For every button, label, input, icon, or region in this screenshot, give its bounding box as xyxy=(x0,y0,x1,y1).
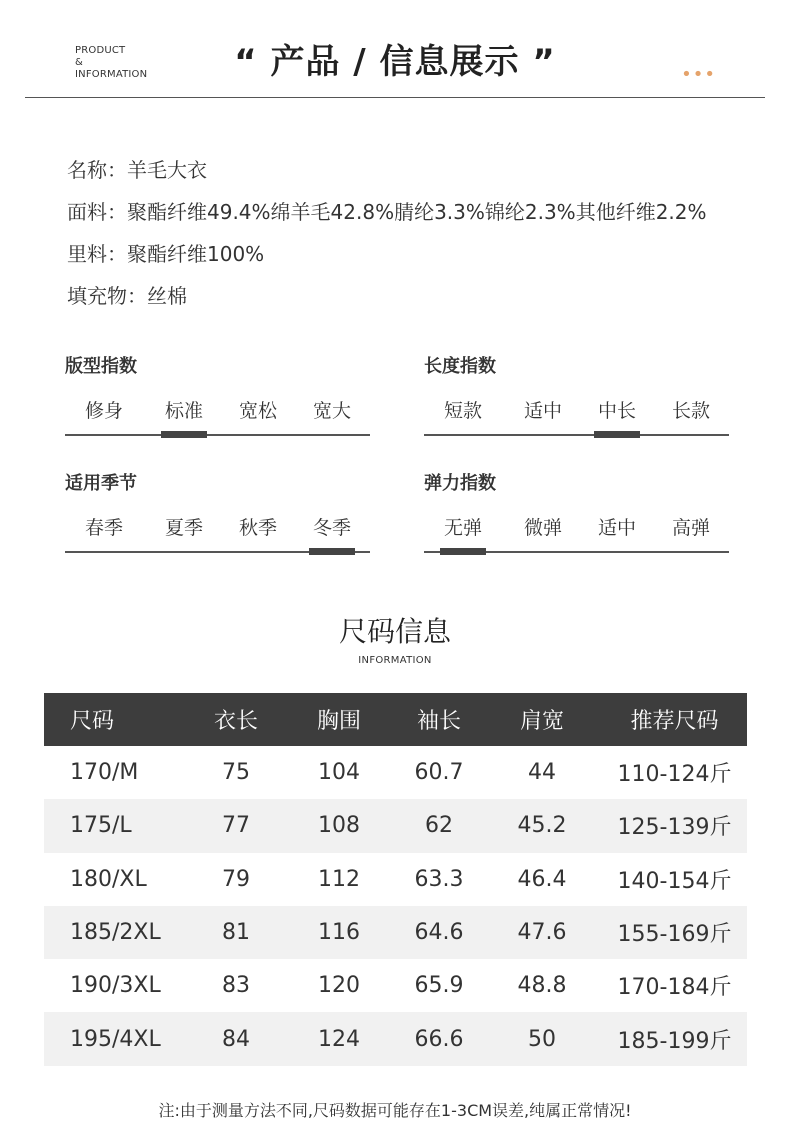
product-info xyxy=(67,152,767,320)
index-selected-marker xyxy=(161,431,207,438)
info-value: 羊毛大衣 xyxy=(127,158,207,182)
size-section-title: 尺码信息 xyxy=(338,615,451,648)
info-value: 聚酯纤维100% xyxy=(127,242,265,266)
info-row-name xyxy=(67,152,767,194)
index-option: 春季 xyxy=(84,517,123,539)
index-option: 适中 xyxy=(597,517,636,539)
info-row-filling xyxy=(67,278,767,320)
table-cell: 64.6 xyxy=(414,920,464,946)
index-title: 版型指数 xyxy=(65,356,137,377)
index-option: 微弹 xyxy=(523,517,562,539)
index-scale-line xyxy=(424,434,729,436)
index-season xyxy=(65,469,370,553)
table-cell: 48.8 xyxy=(517,973,567,999)
size-section-subtitle: INFORMATION xyxy=(358,655,432,666)
index-title: 弹力指数 xyxy=(424,473,496,494)
brand-tag-line3: INFORMATION xyxy=(75,69,148,80)
table-header-row xyxy=(44,693,747,746)
table-cell: 66.6 xyxy=(414,1026,464,1052)
brand-tag-line2: & xyxy=(75,57,83,68)
index-option: 无弹 xyxy=(443,517,482,539)
table-cell: 116 xyxy=(318,920,360,946)
index-option: 秋季 xyxy=(238,517,277,539)
index-options xyxy=(65,499,370,553)
table-cell: 108 xyxy=(318,813,360,839)
index-elasticity xyxy=(424,469,729,553)
table-row xyxy=(44,959,747,1012)
index-options xyxy=(65,382,370,436)
table-cell: 180/XL xyxy=(70,866,147,892)
index-option: 短款 xyxy=(443,400,482,422)
table-header-cell: 推荐尺码 xyxy=(630,709,719,734)
index-selected-marker xyxy=(440,548,486,555)
table-cell: 170/M xyxy=(70,760,139,786)
index-option: 修身 xyxy=(84,400,123,422)
table-header-cell: 肩宽 xyxy=(519,709,564,734)
table-row xyxy=(44,799,747,852)
table-row xyxy=(44,906,747,959)
table-cell: 110-124斤 xyxy=(617,762,732,788)
table-cell: 75 xyxy=(222,760,250,786)
index-options xyxy=(424,499,729,553)
table-cell: 125-139斤 xyxy=(617,815,732,841)
index-option: 高弹 xyxy=(671,517,710,539)
info-label: 里料： xyxy=(67,242,127,266)
table-cell: 155-169斤 xyxy=(617,922,732,948)
table-cell: 44 xyxy=(528,760,556,786)
table-cell: 81 xyxy=(222,920,250,946)
index-option: 适中 xyxy=(523,400,562,422)
index-selected-marker xyxy=(594,431,640,438)
table-cell: 77 xyxy=(222,813,250,839)
page-title: “ 产品 / 信息展示 ” xyxy=(234,42,556,82)
index-option: 宽大 xyxy=(312,400,351,422)
table-cell: 84 xyxy=(222,1026,250,1052)
table-header-cell: 胸围 xyxy=(316,709,361,734)
table-cell: 47.6 xyxy=(517,920,567,946)
info-value: 聚酯纤维49.4%绵羊毛42.8%腈纶3.3%锦纶2.3%其他纤维2.2% xyxy=(127,200,707,224)
table-cell: 195/4XL xyxy=(70,1026,161,1052)
brand-tag-line1: PRODUCT xyxy=(75,45,126,56)
index-option: 宽松 xyxy=(238,400,277,422)
index-option: 长款 xyxy=(671,400,710,422)
table-header-cell: 尺码 xyxy=(70,709,115,734)
info-row-lining xyxy=(67,236,767,278)
index-option: 冬季 xyxy=(312,517,351,539)
index-option: 标准 xyxy=(164,400,203,422)
table-cell: 62 xyxy=(425,813,453,839)
page-header xyxy=(25,0,765,98)
table-cell: 120 xyxy=(318,973,360,999)
index-fit xyxy=(65,352,370,436)
table-cell: 112 xyxy=(318,866,360,892)
table-cell: 185-199斤 xyxy=(617,1028,732,1054)
table-cell: 60.7 xyxy=(414,760,464,786)
index-length xyxy=(424,352,729,436)
table-header-cell: 衣长 xyxy=(213,709,258,734)
table-cell: 175/L xyxy=(70,813,132,839)
table-cell: 83 xyxy=(222,973,250,999)
measurement-note: 注:由于测量方法不同,尺码数据可能存在1-3CM误差,纯属正常情况! xyxy=(158,1101,632,1120)
index-options xyxy=(424,382,729,436)
table-cell: 190/3XL xyxy=(70,973,161,999)
table-header-cell: 袖长 xyxy=(416,709,461,734)
table-cell: 104 xyxy=(318,760,360,786)
table-cell: 185/2XL xyxy=(70,920,161,946)
index-option: 中长 xyxy=(597,400,636,422)
table-cell: 140-154斤 xyxy=(617,868,732,894)
index-title: 长度指数 xyxy=(424,356,496,377)
table-row xyxy=(44,1012,747,1065)
table-row xyxy=(44,746,747,799)
info-label: 面料： xyxy=(67,200,127,224)
index-selected-marker xyxy=(309,548,355,555)
info-value: 丝棉 xyxy=(147,284,187,308)
info-row-fabric xyxy=(67,194,767,236)
table-cell: 63.3 xyxy=(414,866,464,892)
table-cell: 65.9 xyxy=(414,973,464,999)
table-cell: 170-184斤 xyxy=(617,975,732,1001)
table-cell: 79 xyxy=(222,866,250,892)
info-label: 填充物： xyxy=(67,284,147,308)
table-cell: 45.2 xyxy=(517,813,567,839)
table-cell: 50 xyxy=(528,1026,556,1052)
more-dots-icon: ••• xyxy=(681,64,716,85)
table-row xyxy=(44,853,747,906)
size-table xyxy=(44,693,747,1066)
index-title: 适用季节 xyxy=(65,473,137,494)
table-cell: 124 xyxy=(318,1026,360,1052)
index-scale-line xyxy=(65,434,370,436)
index-option: 夏季 xyxy=(164,517,203,539)
table-cell: 46.4 xyxy=(517,866,567,892)
info-label: 名称： xyxy=(67,158,127,182)
